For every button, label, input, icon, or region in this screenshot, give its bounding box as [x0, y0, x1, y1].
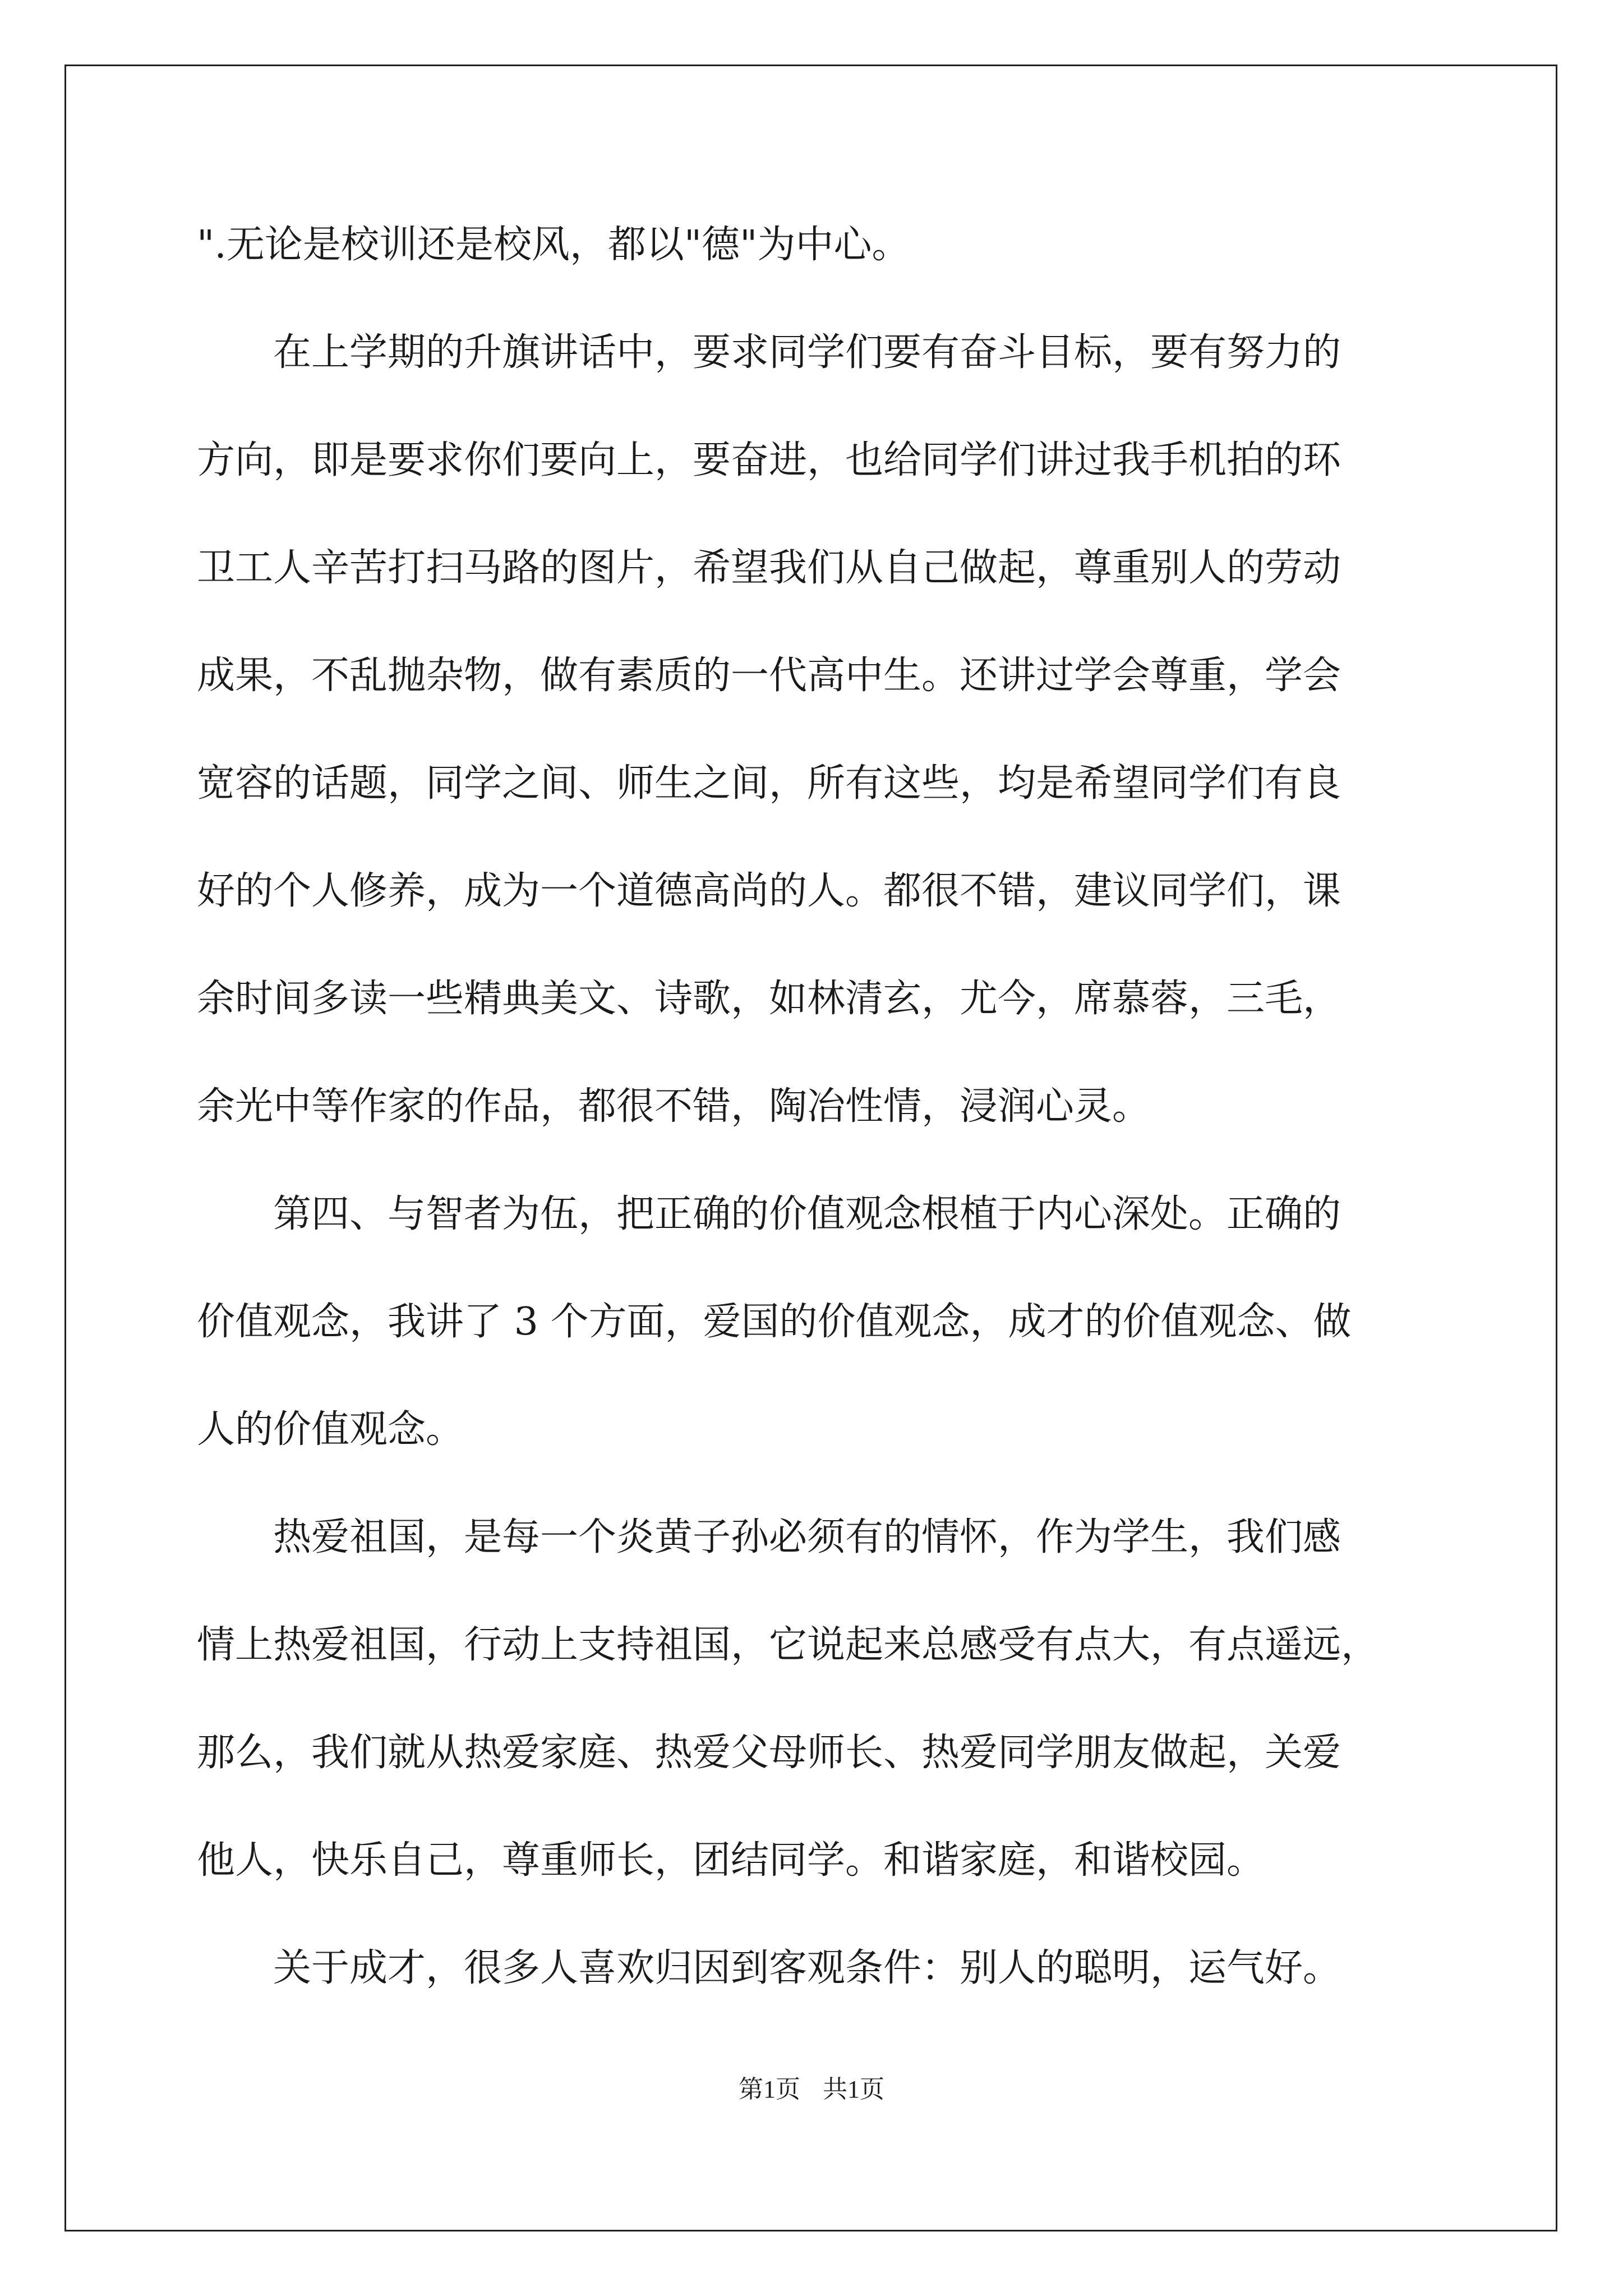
text-line: 方向，即是要求你们要向上，要奋进，也给同学们讲过我手机拍的环 — [197, 438, 1341, 482]
text-line: 好的个人修养，成为一个道德高尚的人。都很不错，建议同学们，课 — [197, 869, 1341, 913]
text-line: 在上学期的升旗讲话中，要求同学们要有奋斗目标，要有努力的 — [273, 330, 1341, 375]
text-line: ".无论是校训还是校风，都以"德"为中心。 — [197, 223, 910, 267]
text-line: 情上热爱祖国，行动上支持祖国，它说起来总感受有点大，有点遥远， — [197, 1623, 1380, 1667]
text-line: 人的价值观念。 — [197, 1407, 464, 1452]
text-line: 关于成才，很多人喜欢归因到客观条件：别人的聪明，运气好。 — [273, 1946, 1341, 1990]
text-line: 第四、与智者为伍，把正确的价值观念根植于内心深处。正确的 — [273, 1192, 1341, 1236]
text-line: 成果，不乱抛杂物，做有素质的一代高中生。还讲过学会尊重，学会 — [197, 654, 1341, 698]
text-line: 余光中等作家的作品，都很不错，陶冶性情，浸润心灵。 — [197, 1084, 1151, 1129]
text-line: 那么，我们就从热爱家庭、热爱父母师长、热爱同学朋友做起，关爱 — [197, 1731, 1341, 1775]
text-line: 卫工人辛苦打扫马路的图片，希望我们从自己做起，尊重别人的劳动 — [197, 546, 1341, 590]
page-border — [64, 65, 1557, 2231]
text-line: 宽容的话题，同学之间、师生之间，所有这些，均是希望同学们有良 — [197, 761, 1341, 806]
text-line: 热爱祖国，是每一个炎黄子孙必须有的情怀，作为学生，我们感 — [273, 1515, 1341, 1559]
page-footer — [0, 2073, 1623, 2106]
page-number: 第1页 — [739, 2076, 800, 2103]
text-line: 价值观念，我讲了 3 个方面，爱国的价值观念，成才的价值观念、做 — [197, 1300, 1352, 1344]
text-line: 余时间多读一些精典美文、诗歌，如林清玄，尤今，席慕蓉，三毛， — [197, 977, 1341, 1021]
text-line: 他人，快乐自己，尊重师长，团结同学。和谐家庭，和谐校园。 — [197, 1838, 1265, 1883]
page-total: 共1页 — [823, 2076, 884, 2103]
